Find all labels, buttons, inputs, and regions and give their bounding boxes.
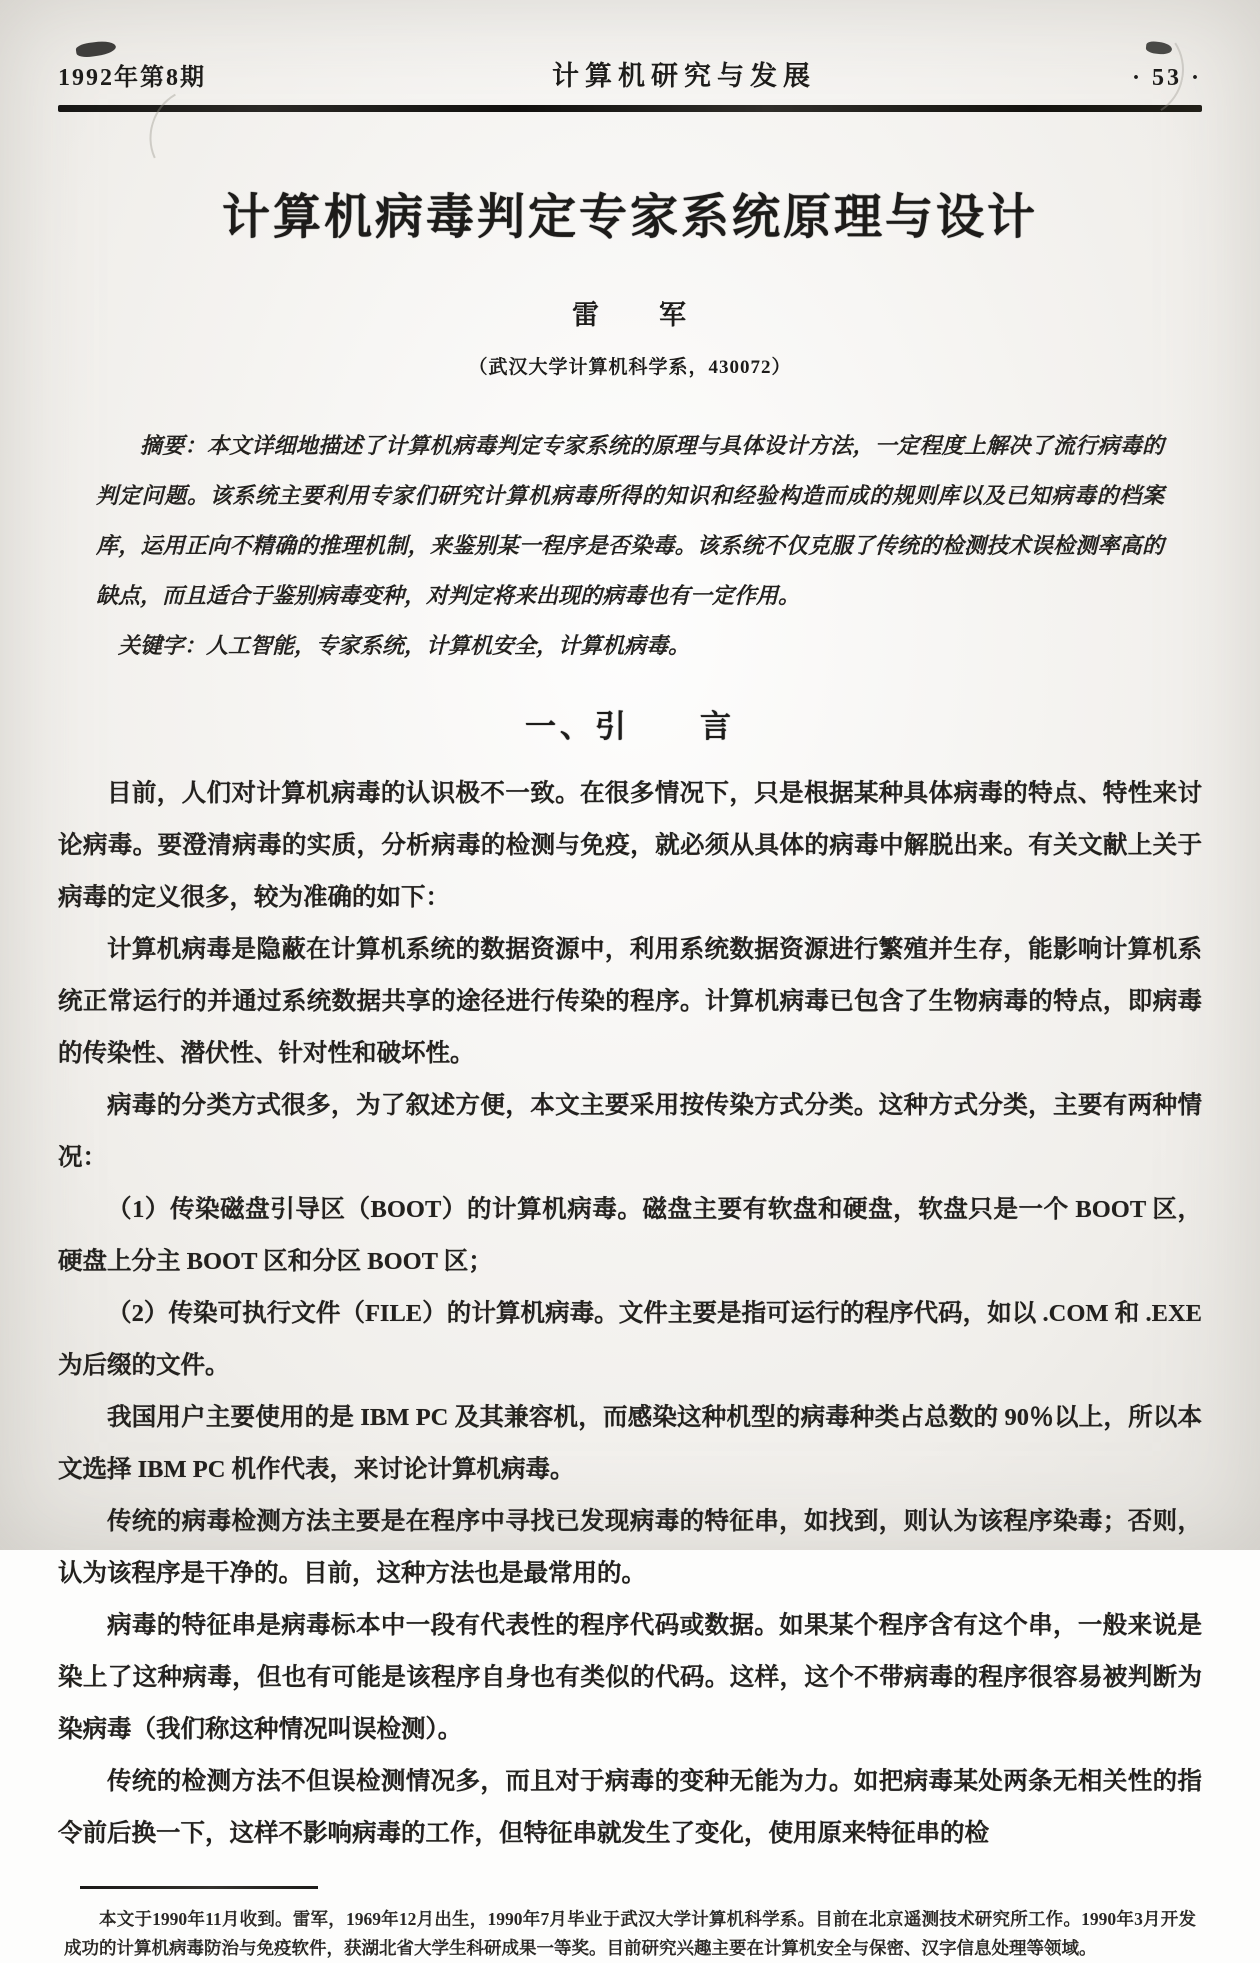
body-paragraph: 病毒的特征串是病毒标本中一段有代表性的程序代码或数据。如果某个程序含有这个串，一般来说是染上了这种病毒，但也有可能是该程序自身也有类似的代码。这样，这个不带病毒的程序很容易被判断为染病毒（我们称这种情况叫误检测）。 bbox=[58, 1612, 1202, 1743]
author-name: 雷 军 bbox=[572, 300, 688, 330]
body-paragraph: 我国用户主要使用的是 IBM PC 及其兼容机，而感染这种机型的病毒种类占总数的 90％以上，所以本文选择 IBM PC 机作代表，来讨论计算机病毒。 bbox=[58, 1404, 1202, 1483]
keywords-text: 人工智能，专家系统，计算机安全，计算机病毒。 bbox=[206, 633, 691, 658]
body-text bbox=[58, 768, 1202, 1860]
journal-header bbox=[58, 0, 1202, 93]
article-title: 计算机病毒判定专家系统原理与设计 bbox=[221, 191, 1038, 244]
abstract-text: 本文详细地描述了计算机病毒判定专家系统的原理与具体设计方法，一定程度上解决了流行病毒的判定问题。该系统主要利用专家们研究计算机病毒所得的知识和经验构造而成的规则库以及已知病毒的档案库，运用正向不精确的推理机制，来鉴别某一程序是否染毒。该系统不仅克服了传统的检测技术误检测率高的缺点，而且适合于鉴别病毒变种，对判定将来出现的病毒也有一定作用。 bbox=[96, 433, 1164, 608]
body-paragraph: （1）传染磁盘引导区（BOOT）的计算机病毒。磁盘主要有软盘和硬盘，软盘只是一个 BOOT 区，硬盘上分主 BOOT 区和分区 BOOT 区； bbox=[58, 1196, 1202, 1275]
footnote-text: 本文于1990年11月收到。雷军，1969年12月出生，1990年7月毕业于武汉大学计算机科学系。目前在北京遥测技术研究所工作。1990年3月开发成功的计算机病毒防治与免疫软件，获湖北省大学生科研成果一等奖。目前研究兴趣主要在计算机安全与保密、汉字信息处理等领域。 bbox=[64, 1909, 1196, 1958]
keywords-line bbox=[96, 621, 1164, 671]
body-paragraph: 传统的病毒检测方法主要是在程序中寻找已发现病毒的特征串，如找到，则认为该程序染毒；否则，认为该程序是干净的。目前，这种方法也是最常用的。 bbox=[58, 1508, 1202, 1587]
body-paragraph: 传统的检测方法不但误检测情况多，而且对于病毒的变种无能为力。如把病毒某处两条无相关性的指令前后换一下，这样不影响病毒的工作，但特征串就发生了变化，使用原来特征串的检 bbox=[58, 1768, 1202, 1847]
body-paragraph: 病毒的分类方式很多，为了叙述方便，本文主要采用按传染方式分类。这种方式分类，主要有两种情况： bbox=[58, 1092, 1202, 1171]
body-paragraph: （2）传染可执行文件（FILE）的计算机病毒。文件主要是指可运行的程序代码，如以 .COM 和 .EXE 为后缀的文件。 bbox=[58, 1300, 1202, 1379]
body-paragraph: 计算机病毒是隐蔽在计算机系统的数据资源中，利用系统数据资源进行繁殖并生存，能影响计算机系统正常运行的并通过系统数据共享的途径进行传染的程序。计算机病毒已包含了生物病毒的特点，即病毒的传染性、潜伏性、针对性和破坏性。 bbox=[58, 936, 1202, 1067]
page-number: · 53 · bbox=[1131, 65, 1202, 91]
section-heading-introduction: 一、引 言 bbox=[525, 709, 735, 744]
abstract-block bbox=[96, 421, 1164, 671]
author-affiliation: （武汉大学计算机科学系，430072） bbox=[468, 357, 792, 378]
footnote-divider bbox=[80, 1886, 318, 1889]
abstract-paragraph bbox=[96, 421, 1164, 621]
keywords-label: 关键字： bbox=[118, 633, 207, 658]
scan-arc-artifact-left bbox=[138, 77, 247, 192]
journal-name: 计算机研究与发展 bbox=[551, 61, 816, 91]
issue-label: 1992年第8期 bbox=[58, 65, 206, 91]
abstract-label: 摘要： bbox=[140, 433, 207, 458]
body-paragraph: 目前，人们对计算机病毒的认识极不一致。在很多情况下，只是根据某种具体病毒的特点、特性来讨论病毒。要澄清病毒的实质，分析病毒的检测与免疫，就必须从具体的病毒中解脱出来。有关文献上关于病毒的定义很多，较为准确的如下： bbox=[58, 780, 1202, 911]
footnote-block bbox=[64, 1905, 1196, 1963]
